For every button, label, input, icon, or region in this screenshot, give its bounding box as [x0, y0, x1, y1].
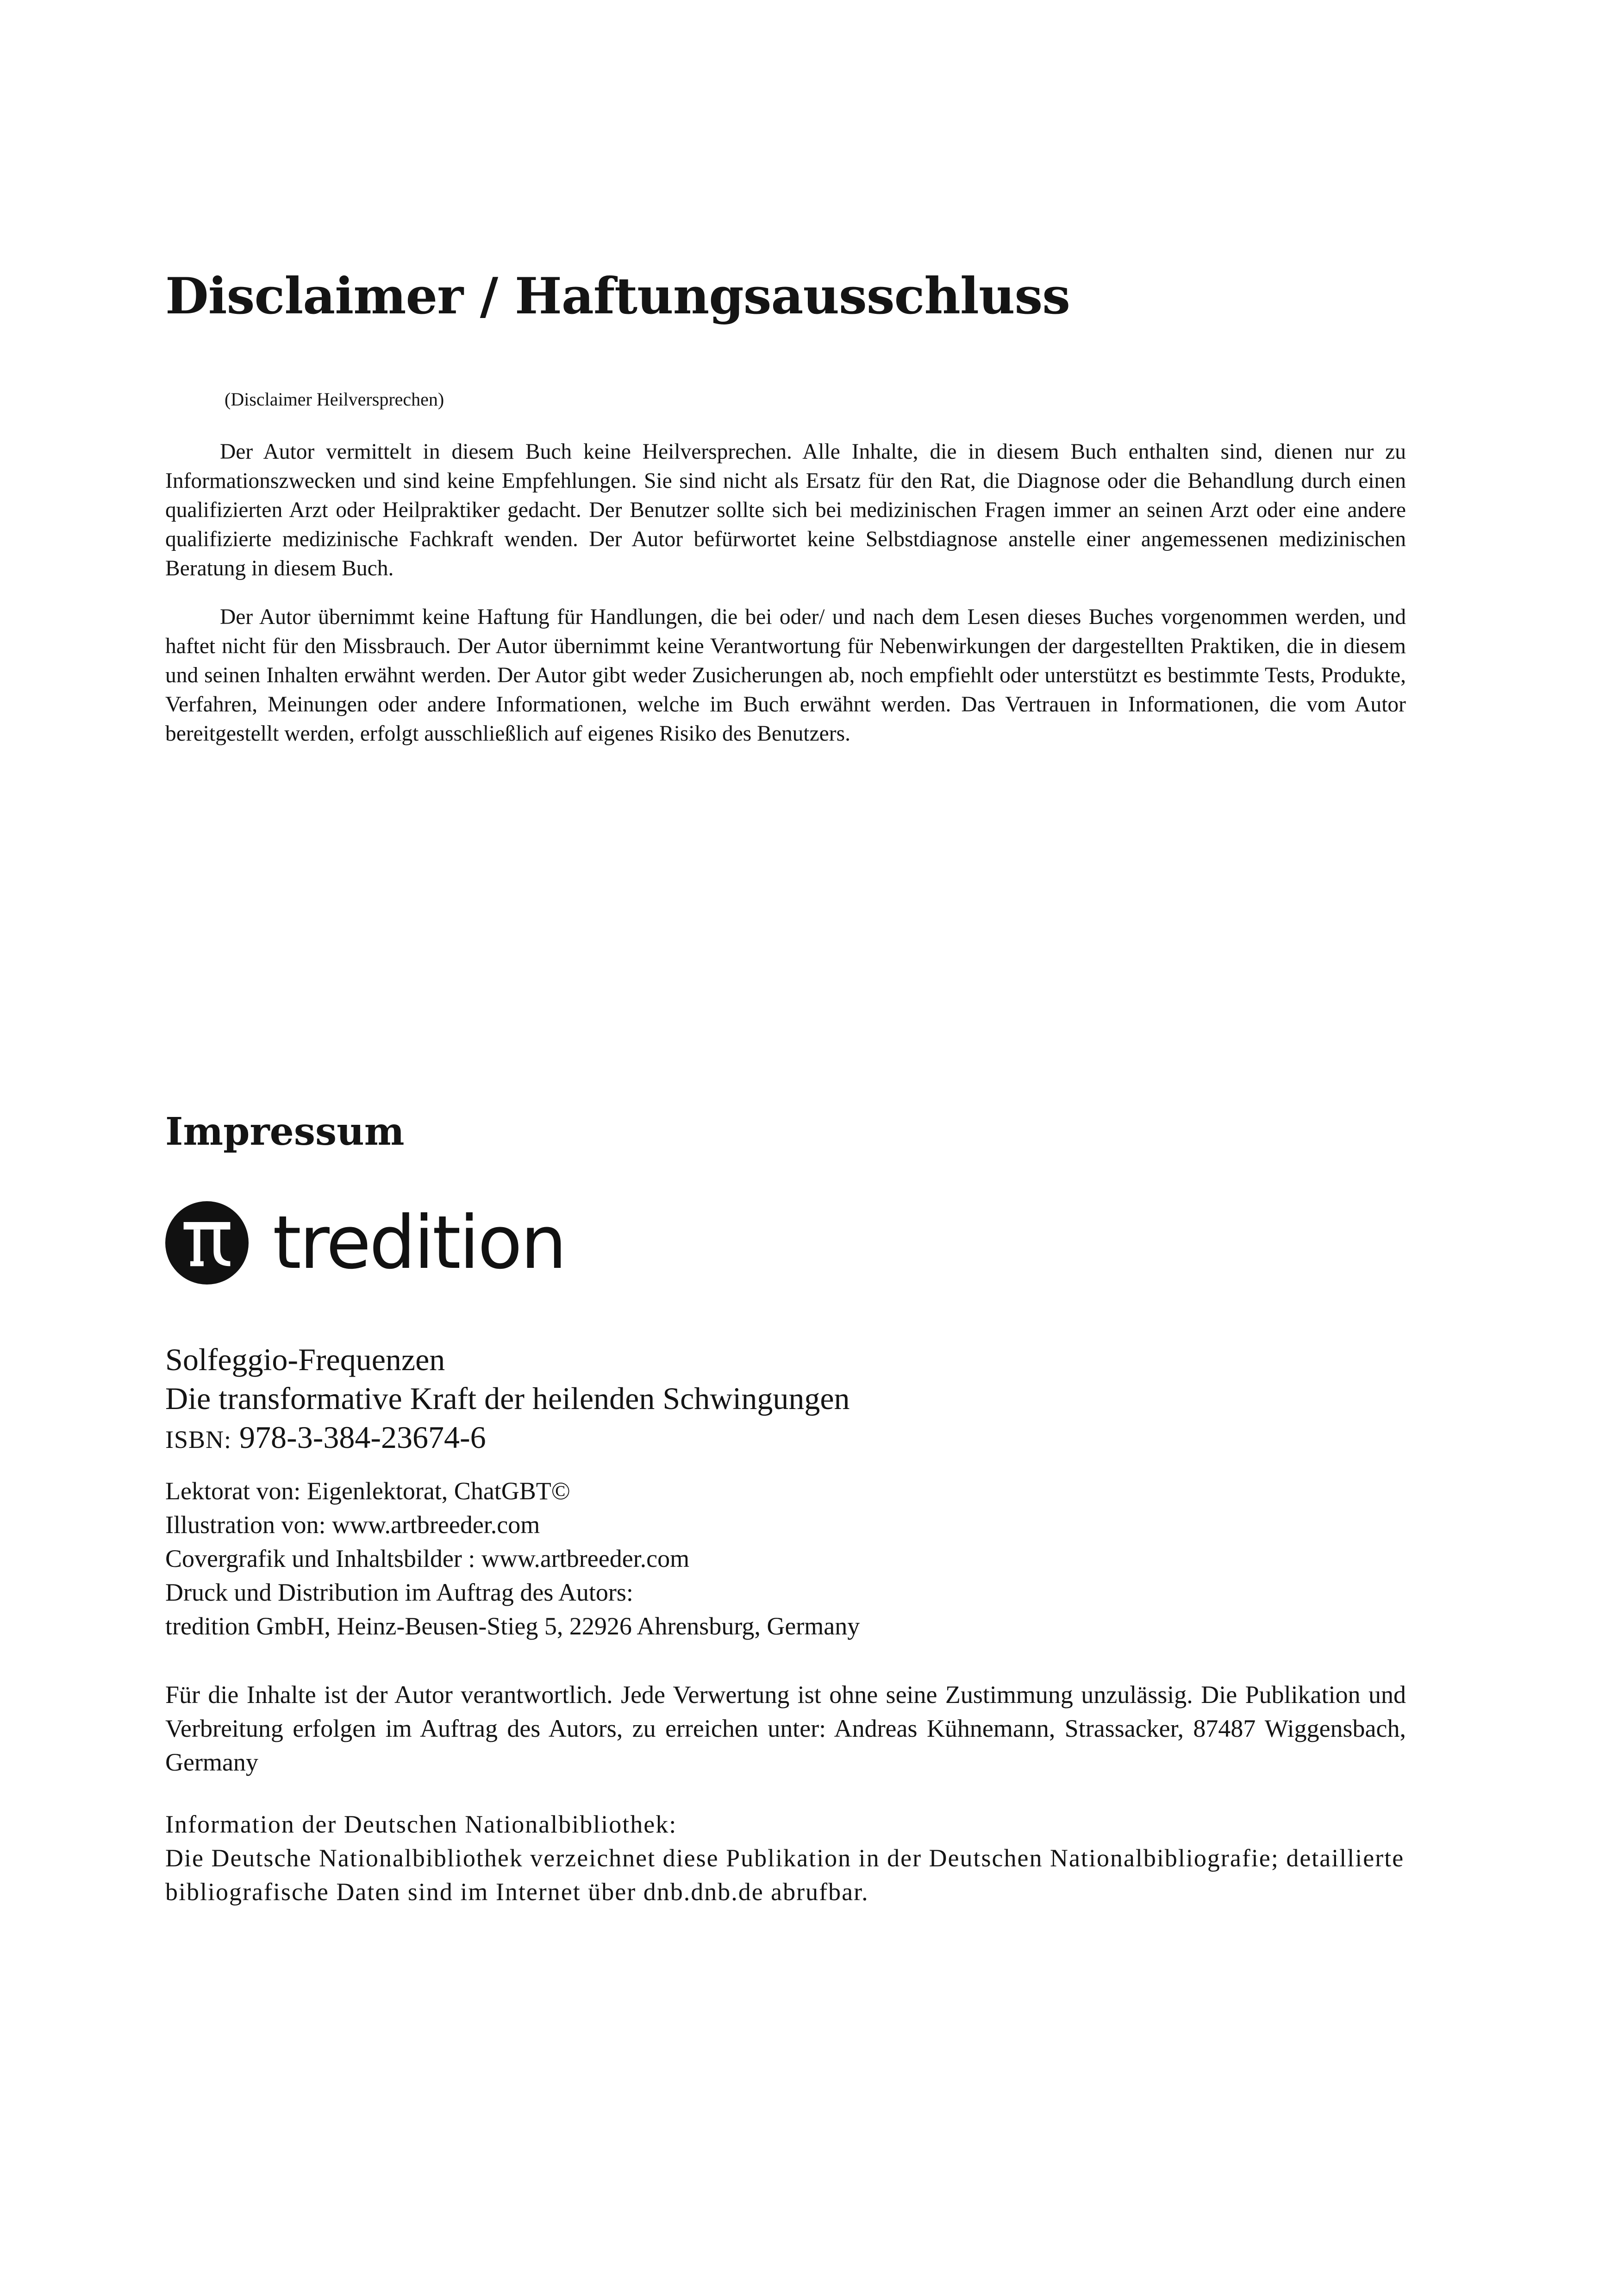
tredition-logo-icon	[165, 1201, 249, 1285]
rights-notice	[165, 1678, 1406, 1779]
book-info	[165, 1340, 1406, 1459]
credit-line: Lektorat von: Eigenlektorat, ChatGBT©	[165, 1477, 570, 1505]
disclaimer-subnote: (Disclaimer Heilversprechen)	[225, 389, 444, 410]
disclaimer-paragraph: Der Autor übernimmt keine Haftung für Handlungen, die bei oder/ und nach dem Lesen dieses Buches vorgenommen werden, und haftet nicht für den Missbrauch. Der Autor übernimmt keine Verantwortung für Nebenwirkungen der dargestellten Praktiken, die in diesem und seinen Inhalten erwähnt werden. Der Autor gibt weder Zusicherungen ab, noch empfiehlt oder unterstützt es bestimmte Tests, Produkte, Verfahren, Meinungen oder andere Informationen, welche im Buch erwähnt werden. Das Vertrauen in Informationen, die vom Autor bereitgestellt werden, erfolgt ausschließlich auf eigenes Risiko des Benutzers.	[165, 605, 1406, 746]
dnb-heading: Information der Deutschen Nationalbibliothek:	[165, 1810, 677, 1838]
disclaimer-title: Disclaimer / Haftungsausschluss	[165, 267, 1070, 325]
disclaimer-paragraph: Der Autor vermittelt in diesem Buch keine Heilversprechen. Alle Inhalte, die in diesem Buch enthalten sind, dienen nur zu Informationszwecken und sind keine Empfehlungen. Sie sind nicht als Ersatz für den Rat, die Diagnose oder die Behandlung durch einen qualifizierten Arzt oder Heilpraktiker gedacht. Der Benutzer sollte sich bei medizinischen Fragen immer an seinen Arzt oder eine andere qualifizierte medizinische Fachkraft wenden. Der Autor befürwortet keine Selbstdiagnose anstelle einer angemessenen medizinischen Beratung in diesem Buch.	[165, 440, 1406, 580]
isbn-value: 978-3-384-23674-6	[239, 1420, 486, 1455]
disclaimer-body	[165, 437, 1406, 768]
isbn-label: ISBN:	[165, 1426, 232, 1453]
publisher-logo	[165, 1199, 565, 1287]
isbn-line	[165, 1418, 1406, 1459]
rights-text: Für die Inhalte ist der Autor verantwortlich. Jede Verwertung ist ohne seine Zustimmung unzulässig. Die Publikation und Verbreitung erfolgen im Auftrag des Autors, zu erreichen unter: Andreas Kühnemann, Strassacker, 87487 Wiggensbach, Germany	[165, 1681, 1406, 1776]
publisher-logo-text: tredition	[273, 1200, 565, 1285]
credit-line: Druck und Distribution im Auftrag des Autors:	[165, 1578, 633, 1606]
impressum-title: Impressum	[165, 1110, 405, 1154]
dnb-text: Die Deutsche Nationalbibliothek verzeichnet diese Publikation in der Deutschen Nationalbibliografie; detaillierte bibliografische Daten sind im Internet über dnb.dnb.de abrufbar.	[165, 1844, 1405, 1906]
book-subtitle: Die transformative Kraft der heilenden Schwingungen	[165, 1381, 850, 1416]
credit-line: tredition GmbH, Heinz-Beusen-Stieg 5, 22926 Ahrensburg, Germany	[165, 1612, 860, 1640]
credit-line: Illustration von: www.artbreeder.com	[165, 1511, 540, 1539]
book-title: Solfeggio-Frequenzen	[165, 1342, 445, 1377]
dnb-notice	[165, 1808, 1406, 1909]
credit-line: Covergrafik und Inhaltsbilder : www.artbreeder.com	[165, 1545, 690, 1572]
credits-list	[165, 1474, 1406, 1643]
